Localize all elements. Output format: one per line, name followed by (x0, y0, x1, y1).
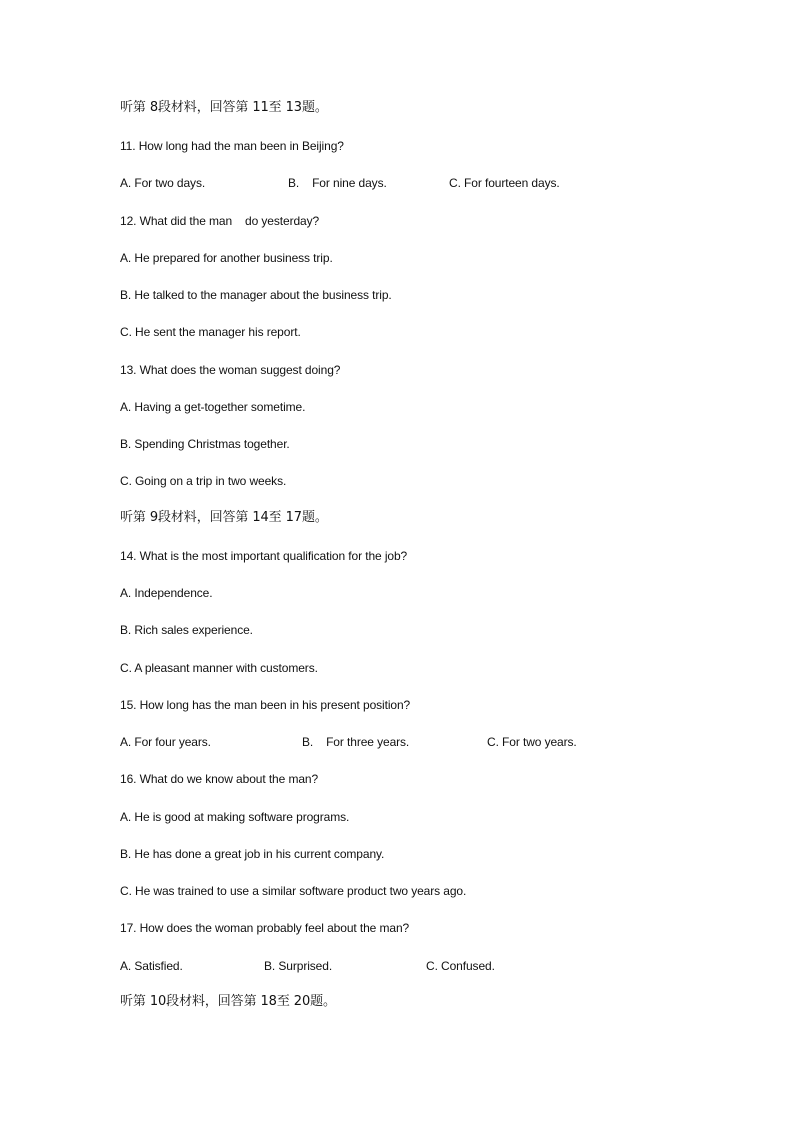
question-11: 11. How long had the man been in Beijing? (120, 139, 344, 153)
q12-option-b: B. He talked to the manager about the business trip. (120, 288, 392, 302)
question-13: 13. What does the woman suggest doing? (120, 363, 341, 377)
section-heading-10: 听第 10段材料，回答第 18至 20题。 (120, 994, 336, 1009)
q15-option-c: C. For two years. (487, 735, 577, 749)
question-15: 15. How long has the man been in his present position? (120, 698, 411, 712)
section-heading-8: 听第 8段材料，回答第 11至 13题。 (120, 100, 328, 115)
q15-option-b: B. For three years. (302, 735, 410, 749)
question-17: 17. How does the woman probably feel about the man? (120, 921, 410, 935)
question-16: 16. What do we know about the man? (120, 772, 319, 786)
q16-option-b: B. He has done a great job in his current company. (120, 847, 385, 861)
q14-option-a: A. Independence. (120, 586, 213, 600)
q13-option-b: B. Spending Christmas together. (120, 437, 290, 451)
question-12: 12. What did the man do yesterday? (120, 214, 320, 228)
q17-option-c: C. Confused. (426, 959, 495, 973)
question-14: 14. What is the most important qualification for the job? (120, 549, 408, 563)
q14-option-b: B. Rich sales experience. (120, 623, 253, 637)
q13-option-a: A. Having a get-together sometime. (120, 400, 306, 414)
q12-option-a: A. He prepared for another business trip. (120, 251, 333, 265)
q15-option-a: A. For four years. (120, 735, 211, 749)
q16-option-a: A. He is good at making software programs. (120, 810, 350, 824)
q13-option-c: C. Going on a trip in two weeks. (120, 474, 287, 488)
q11-option-b: B. For nine days. (288, 176, 387, 190)
q11-option-a: A. For two days. (120, 176, 206, 190)
section-heading-9: 听第 9段材料，回答第 14至 17题。 (120, 510, 328, 525)
q11-option-c: C. For fourteen days. (449, 176, 560, 190)
q12-option-c: C. He sent the manager his report. (120, 325, 301, 339)
q16-option-c: C. He was trained to use a similar software product two years ago. (120, 884, 467, 898)
q14-option-c: C. A pleasant manner with customers. (120, 661, 318, 675)
q17-option-b: B. Surprised. (264, 959, 333, 973)
q17-option-a: A. Satisfied. (120, 959, 183, 973)
